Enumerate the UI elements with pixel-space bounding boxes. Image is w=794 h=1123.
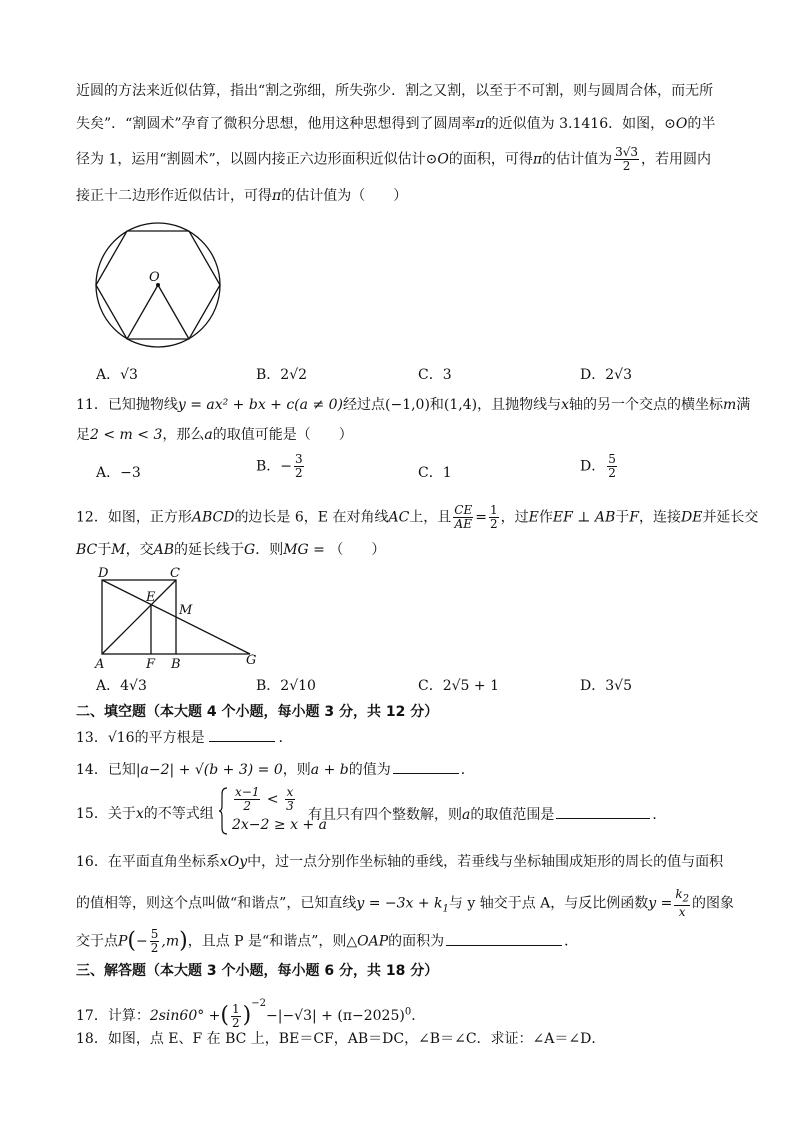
q16-xoy: xOy [219,854,248,870]
section-3-heading: 三、解答题（本大题 3 个小题，每小题 6 分，共 18 分） [76,963,439,979]
q13-number: 13． [76,730,108,746]
frac-num: 3 [295,452,303,466]
frac [285,786,295,813]
q15-text: 的不等式组 [143,806,214,822]
option-text: 2√2 [280,367,308,383]
q12-mg: MG [283,542,309,558]
label-d: D [98,566,109,581]
q12-ac: AC [388,509,410,526]
q15-inequality-system [218,785,327,836]
q10-o: O [437,151,449,168]
q14-equation: |a−2| + √(b + 3) = 0 [135,762,283,778]
q11-point-1: (−1,0) [385,397,430,413]
q10-text-3a: 径为 1，运用“割圆术”，以圆内接正六边形面积近似估计 [76,151,426,168]
q10-line-1 [76,81,713,101]
q11-equation: y = ax² + bx + c(a ≠ 0) [177,397,343,413]
q17-frac-half [231,1003,241,1030]
q15-rest [308,804,666,824]
q11-text: 经过点 [343,397,385,413]
q14 [76,759,475,780]
paren-open: ( [220,1003,230,1028]
q10-text-2f: 的半 [687,116,716,132]
label-f: F [146,657,156,670]
q16-text: 中，过一点分别作坐标轴的垂线，若垂线与坐标轴围成矩形的周长的值与面积 [247,854,724,870]
q11-option-b[interactable] [256,453,306,480]
option-letter: D． [580,678,606,694]
q11-option-a[interactable] [96,462,141,482]
option-text: 4√3 [120,678,147,694]
brace-icon [218,786,228,836]
option-fraction [607,453,617,480]
option-letter: B． [256,678,281,694]
q13 [76,727,293,748]
option-letter: B． [256,367,281,383]
option-letter: A． [96,465,121,481]
q11-x: x [561,397,570,413]
q10-text-1: 近圆的方法来近似估算，指出“割之弥细，所失弥少．割之又割，以至于不可割，则与圆周合体，而无所 [76,83,714,99]
option-letter: D． [580,458,606,475]
q10-text-3d: 的面积，可得 [448,151,533,168]
q15-row-1 [232,786,297,813]
option-text: √3 [120,367,138,383]
q11-text: 足 [76,427,90,443]
frac-den: 2 [150,941,159,955]
frac-den: AE [454,517,472,531]
q12-line-1 [76,504,758,531]
q10-line-3 [76,146,711,173]
q13-period: ． [278,730,293,746]
q10-pi: π [272,188,282,204]
q16-line-3: 交于点P(− $\frac{5}{2}$ ,m)，且点 P 是“和谐点”，则△OAP的面积为 ． [76,927,579,955]
q10-frac-den: 2 [622,159,631,173]
option-letter: C． [418,678,443,694]
q11-option-c[interactable] [418,462,452,482]
q16-text: 16．在平面直角坐标系 [76,854,220,870]
q16-period: ． [564,933,579,950]
q12-text: 于 [615,509,630,526]
q12-text: 的边长是 6，E 在对角线 [234,509,389,526]
q15-a: a [462,807,471,823]
q10-line-2 [76,114,715,134]
option-text: 2√5 + 1 [442,678,499,694]
q14-period: ． [460,762,475,778]
figure-label-o: O [149,270,160,285]
q12-text: 12．如图，正方形 [76,509,192,526]
q17-text: 17．计算： [76,1008,150,1024]
q12-fraction-half [489,504,499,531]
q18: 18．如图，点 E、F 在 BC 上，BE＝CF，AB＝DC，∠B＝∠C．求证：∠A＝∠D． [76,1031,606,1047]
q12-text: 于 [97,542,112,558]
q15-text: 15．关于 [76,806,136,822]
q11-text: 11．已知抛物线 [76,397,178,413]
q10-text-4c: 的估计值为（ ） [281,188,408,204]
q12-option-d[interactable] [580,675,632,695]
frac-num: 1 [489,503,498,517]
q12-text: 的延长线于 [174,542,245,558]
q16-line-equation: y = −3x + k [356,895,443,912]
option-letter: C． [418,465,443,481]
q12-line-2 [76,540,385,560]
q13-answer-blank[interactable] [209,727,275,742]
q17-exponent-0: 0 [404,1006,412,1018]
option-sign: − [280,458,293,475]
frac-num: 5 [150,927,159,941]
q11-text: 满 [736,397,751,413]
q11-text: 和 [429,397,444,413]
q16-y-equals: y = [648,895,673,912]
q12-text: 并延长交 [702,509,759,526]
frac-den: 2 [232,1015,240,1030]
option-text: 3√5 [605,678,632,694]
q16-oap: OAP [357,933,389,950]
option-fraction [294,453,304,480]
q12-equals: = [475,509,487,526]
frac [234,786,260,813]
q16-text: 的图象 [692,895,735,912]
q16-sub: 1 [442,903,449,915]
q15-text: 有且只有四个整数解，则 [308,807,462,823]
paren-close: ) [179,928,188,954]
q11-point-2: (1,4) [443,397,478,413]
paren-close: ) [242,1003,252,1028]
label-e: E [146,590,156,605]
frac-den: 2 [295,466,303,480]
q11-option-d[interactable] [580,453,619,480]
q16-line-2 [76,888,734,920]
q11-a: a [204,427,213,443]
q12-option-c[interactable] [418,675,499,695]
q10-line-4 [76,186,407,206]
label-g: G [246,653,257,668]
q12-fraction-ce-ae [453,504,473,531]
frac-num: x−1 [235,785,260,799]
q10-option-c[interactable] [418,364,452,384]
q14-text: 的值为 [348,762,391,778]
label-c: C [170,566,180,581]
q16-frac-5-2 [150,928,160,955]
q14-text: ，则 [282,762,311,778]
q10-option-a[interactable] [96,364,138,384]
q16-answer-blank[interactable] [446,931,562,946]
label-b: B [171,657,181,670]
q11-text: ，那么 [162,427,205,443]
q12-option-b[interactable] [256,675,316,695]
q12-text: ，交 [125,542,154,558]
q16-text: 与 y 轴交于点 A，与反比例函数 [448,895,649,912]
q10-figure-circle-hexagon [92,218,226,352]
option-text: 1 [442,465,452,481]
frac-num: CE [454,503,473,517]
triangle-symbol: △ [346,933,358,950]
paren-open: ( [127,928,137,954]
q10-option-d[interactable] [580,364,632,384]
q15-lt: < [262,791,284,808]
q12-de: DE [680,509,703,526]
q10-o: O [675,116,688,132]
q10-fraction [614,146,639,173]
frac-num: 5 [608,452,616,466]
q11-m: m [723,397,737,413]
q15-answer-blank[interactable] [556,804,650,819]
frac-den: 3 [286,799,294,813]
q12-abcd: ABCD [191,509,235,526]
q16-m: ,m [161,933,180,950]
q11-line-2 [76,425,353,445]
label-m: M [179,603,193,618]
q16-text: 的值相等，则这个点叫做“和谐点”，已知直线 [76,895,357,912]
frac-num: k [675,887,683,901]
q12-text: 作 [538,509,553,526]
q11-text: ，且抛物线与 [477,397,562,413]
section-2-heading: 二、填空题（本大题 4 个小题，每小题 3 分，共 12 分） [76,704,439,720]
frac-num: x [286,785,294,799]
q10-text-2a: 失矣”．“割圆术”孕育了微积分思想，他用这种思想得到了圆周率 [76,116,476,132]
circle-symbol: ⊙ [425,151,438,168]
option-text: −3 [120,465,141,481]
q11-inequality: 2 < m < 3 [90,427,163,443]
q17-period: ． [411,1008,426,1024]
q12-text: 上，且 [409,509,452,526]
q11-text: 的取值可能是（ ） [212,427,353,443]
q17-exponent: −2 [251,998,266,1009]
q17 [76,994,425,1030]
q10-frac-num: 3√3 [615,145,639,159]
option-text: 2√10 [280,678,316,694]
q16-p: P [118,933,128,950]
q12-g: G [244,542,256,558]
q12-option-a[interactable] [96,675,147,695]
q12-e: E [528,509,539,526]
q12-text: = （ ） [308,542,386,558]
q17-term-1: 2sin60° + [149,1008,221,1024]
label-a: A [95,657,105,670]
option-letter: D． [580,367,606,383]
option-letter: B． [256,458,281,475]
q15-period: ． [652,807,667,823]
q15-text: 的取值范围是 [470,807,555,823]
circle-symbol: ⊙ [664,116,676,132]
q15-x: x [135,806,144,822]
q16-text: 的面积为 [388,933,445,950]
q15 [76,804,214,824]
q16-text: 交于点 [76,933,118,950]
q12-text: ．则 [255,542,284,558]
frac-den: 2 [608,466,616,480]
q14-text: 14．已知 [76,762,136,778]
option-letter: A． [96,678,121,694]
q12-f: F [629,509,639,526]
q17-term-2: −|−√3| + (π−2025) [266,1008,405,1024]
q12-text: ，过 [500,509,529,526]
q10-text-3f: 的估计值为 [542,151,613,168]
q14-expression: a + b [310,762,349,778]
q13-sqrt: √16 [107,730,135,746]
q15-row-2: 2x−2 ≥ x + a [232,817,327,833]
q12-bc: BC [76,542,98,558]
q10-text-4a: 接正十二边形作近似估计，可得 [76,188,272,204]
q10-text-2c: 的近似值为 3.1416．如图， [484,116,665,132]
q16-line-1 [76,852,723,872]
option-text: 2√3 [605,367,632,383]
q12-text: ，连接 [638,509,681,526]
frac-den: 2 [243,799,252,813]
frac-num-sub: 2 [682,893,690,905]
q16-frac-k2-x [674,888,690,919]
q16-text: ，且点 P 是“和谐点”，则 [187,933,347,950]
q14-answer-blank[interactable] [393,759,459,774]
q10-option-b[interactable] [256,364,307,384]
q11-line-1 [76,395,750,415]
frac-den: 2 [489,517,498,531]
frac-num: 1 [232,1001,240,1016]
q10-pi: π [532,151,543,168]
option-letter: A． [96,367,121,383]
option-letter: C． [418,367,443,383]
q10-text-3h: ，若用圆内 [641,151,712,168]
q11-text: 轴的另一个交点的横坐标 [569,397,724,413]
q12-figure-square [92,564,272,670]
q12-perpendicular: EF ⊥ AB [552,509,616,526]
q12-ab: AB [153,542,175,558]
q13-text: 的平方根是 [134,730,205,746]
q10-pi: π [475,116,485,132]
q12-m: M [111,542,126,558]
frac-den: x [678,905,686,920]
option-text: 3 [442,367,452,383]
